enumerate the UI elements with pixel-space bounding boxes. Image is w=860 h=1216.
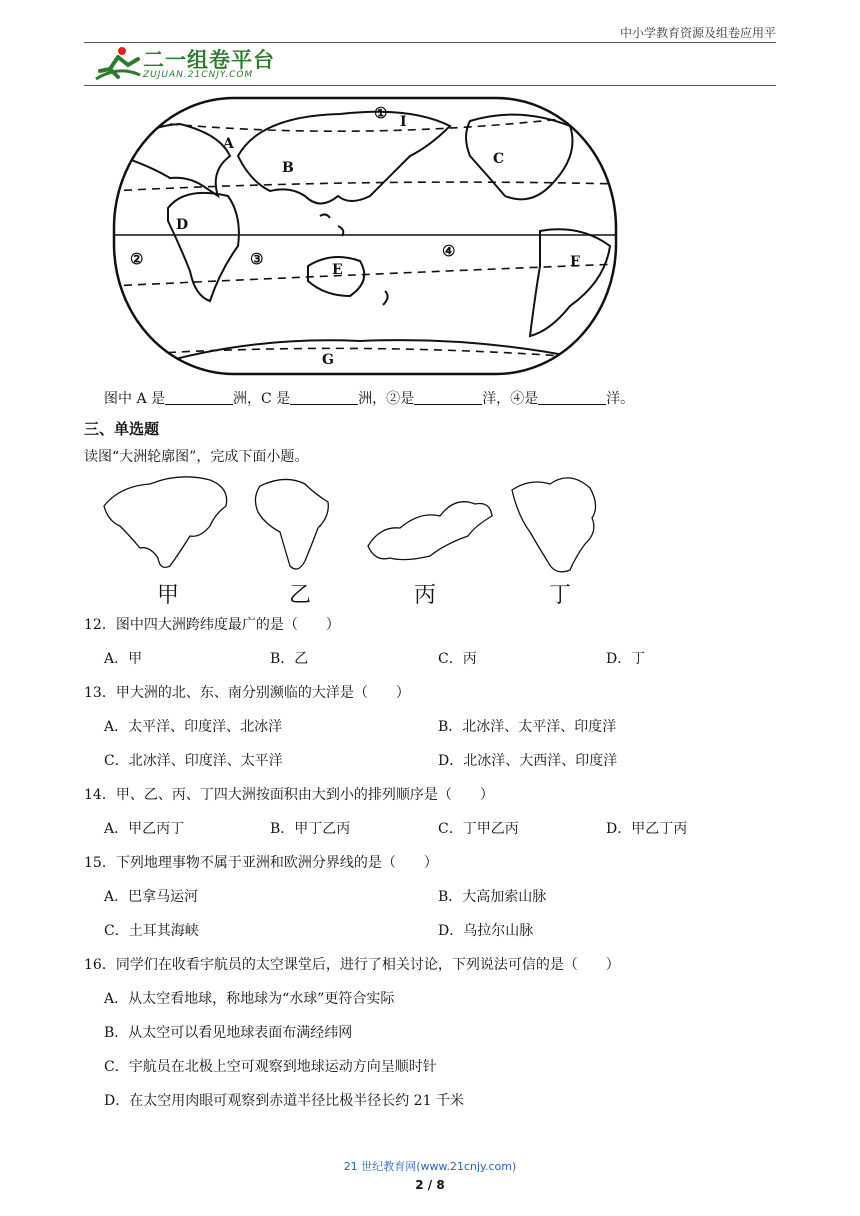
header-platform-text: 中小学教育资源及组卷应用平 (619, 26, 776, 40)
logo-title: 二一组卷平台 (143, 48, 275, 72)
africa-small-outline (255, 479, 328, 569)
footer-site-link[interactable]: 21 世纪教育网(www.21cnjy.com) (343, 1160, 517, 1173)
q15-option-b[interactable]: B．大高加索山脉 (438, 889, 547, 905)
fill-in-text-5: 洋。 (606, 391, 635, 407)
q13-option-b[interactable]: B．北冰洋、太平洋、印度洋 (438, 719, 617, 735)
q15-option-a[interactable]: A．巴拿马运河 (104, 889, 199, 905)
map-label-g: G (322, 352, 334, 368)
header-divider (84, 42, 776, 43)
asia-outline (104, 477, 227, 568)
north-america-outline (512, 478, 596, 572)
europe-outline (368, 502, 492, 560)
caption-jia: 甲 (157, 583, 180, 608)
map-label-ocean-2: ② (130, 250, 144, 268)
world-map (110, 96, 620, 378)
page-number: 2 / 8 (415, 1178, 445, 1192)
q12-option-c[interactable]: C．丙 (438, 651, 477, 667)
q12-option-b[interactable]: B．乙 (270, 651, 309, 667)
map-label-ocean-1: ① (374, 104, 388, 122)
question-12-stem: 12．图中四大洲跨纬度最广的是（ ） (84, 617, 340, 633)
q14-option-b[interactable]: B．甲丁乙丙 (270, 821, 351, 837)
fill-in-text-4: 洋，④是 (482, 391, 539, 407)
answer-blank-ocean-4[interactable] (538, 390, 606, 405)
fill-in-text-3: 洲，②是 (358, 391, 415, 407)
map-label-i: I (400, 114, 407, 130)
q12-option-a[interactable]: A．甲 (104, 651, 143, 667)
question-14-stem: 14．甲、乙、丙、丁四大洲按面积由大到小的排列顺序是（ ） (84, 787, 494, 803)
map-label-a: A (223, 136, 234, 152)
map-label-c: C (493, 151, 505, 167)
map-label-ocean-4: ④ (442, 242, 456, 260)
map-label-d: D (176, 217, 189, 233)
answer-blank-ocean-2[interactable] (414, 390, 482, 405)
q13-option-d[interactable]: D．北冰洋、大西洋、印度洋 (438, 753, 618, 769)
map-label-b: B (282, 160, 294, 176)
q14-option-c[interactable]: C．丁甲乙丙 (438, 821, 519, 837)
q16-option-a[interactable]: A．从太空看地球，称地球为“水球”更符合实际 (104, 991, 395, 1007)
map-label-e: E (332, 262, 343, 278)
section-intro: 读图“大洲轮廓图”，完成下面小题。 (84, 449, 309, 465)
section-title: 三、单选题 (84, 420, 160, 438)
continent-outlines (100, 466, 620, 582)
q13-option-a[interactable]: A．太平洋、印度洋、北冰洋 (104, 719, 283, 735)
question-15-stem: 15．下列地理事物不属于亚洲和欧洲分界线的是（ ） (84, 855, 438, 871)
answer-blank-a[interactable] (165, 390, 233, 405)
q12-option-d[interactable]: D．丁 (606, 651, 646, 667)
caption-bing: 丙 (414, 583, 437, 608)
q14-option-a[interactable]: A．甲乙丙丁 (104, 821, 185, 837)
caption-yi: 乙 (289, 583, 312, 608)
q16-option-d[interactable]: D．在太空用肉眼可观察到赤道半径比极半径长约 21 千米 (104, 1093, 464, 1109)
q16-option-c[interactable]: C．宇航员在北极上空可观察到地球运动方向呈顺时针 (104, 1059, 437, 1075)
logo-subtitle: ZUJUAN.21CNJY.COM (143, 70, 254, 80)
question-16-stem: 16．同学们在收看宇航员的太空课堂后，进行了相关讨论，下列说法可信的是（ ） (84, 957, 620, 973)
q15-option-c[interactable]: C．土耳其海峡 (104, 923, 199, 939)
fill-in-question (104, 388, 634, 408)
fill-in-text-2: 洲，C 是 (233, 391, 291, 407)
caption-ding: 丁 (549, 583, 572, 608)
q16-option-b[interactable]: B．从太空可以看见地球表面布满经纬网 (104, 1025, 353, 1041)
q13-option-c[interactable]: C．北冰洋、印度洋、太平洋 (104, 753, 283, 769)
fill-in-text-1: 图中 A 是 (104, 391, 166, 407)
map-label-ocean-3: ③ (250, 250, 264, 268)
q15-option-d[interactable]: D．乌拉尔山脉 (438, 923, 534, 939)
header-bottom-divider (84, 85, 776, 86)
map-label-f: F (570, 254, 580, 270)
question-13-stem: 13．甲大洲的北、东、南分别濒临的大洋是（ ） (84, 685, 410, 701)
answer-blank-c[interactable] (290, 390, 358, 405)
q14-option-d[interactable]: D．甲乙丁丙 (606, 821, 688, 837)
